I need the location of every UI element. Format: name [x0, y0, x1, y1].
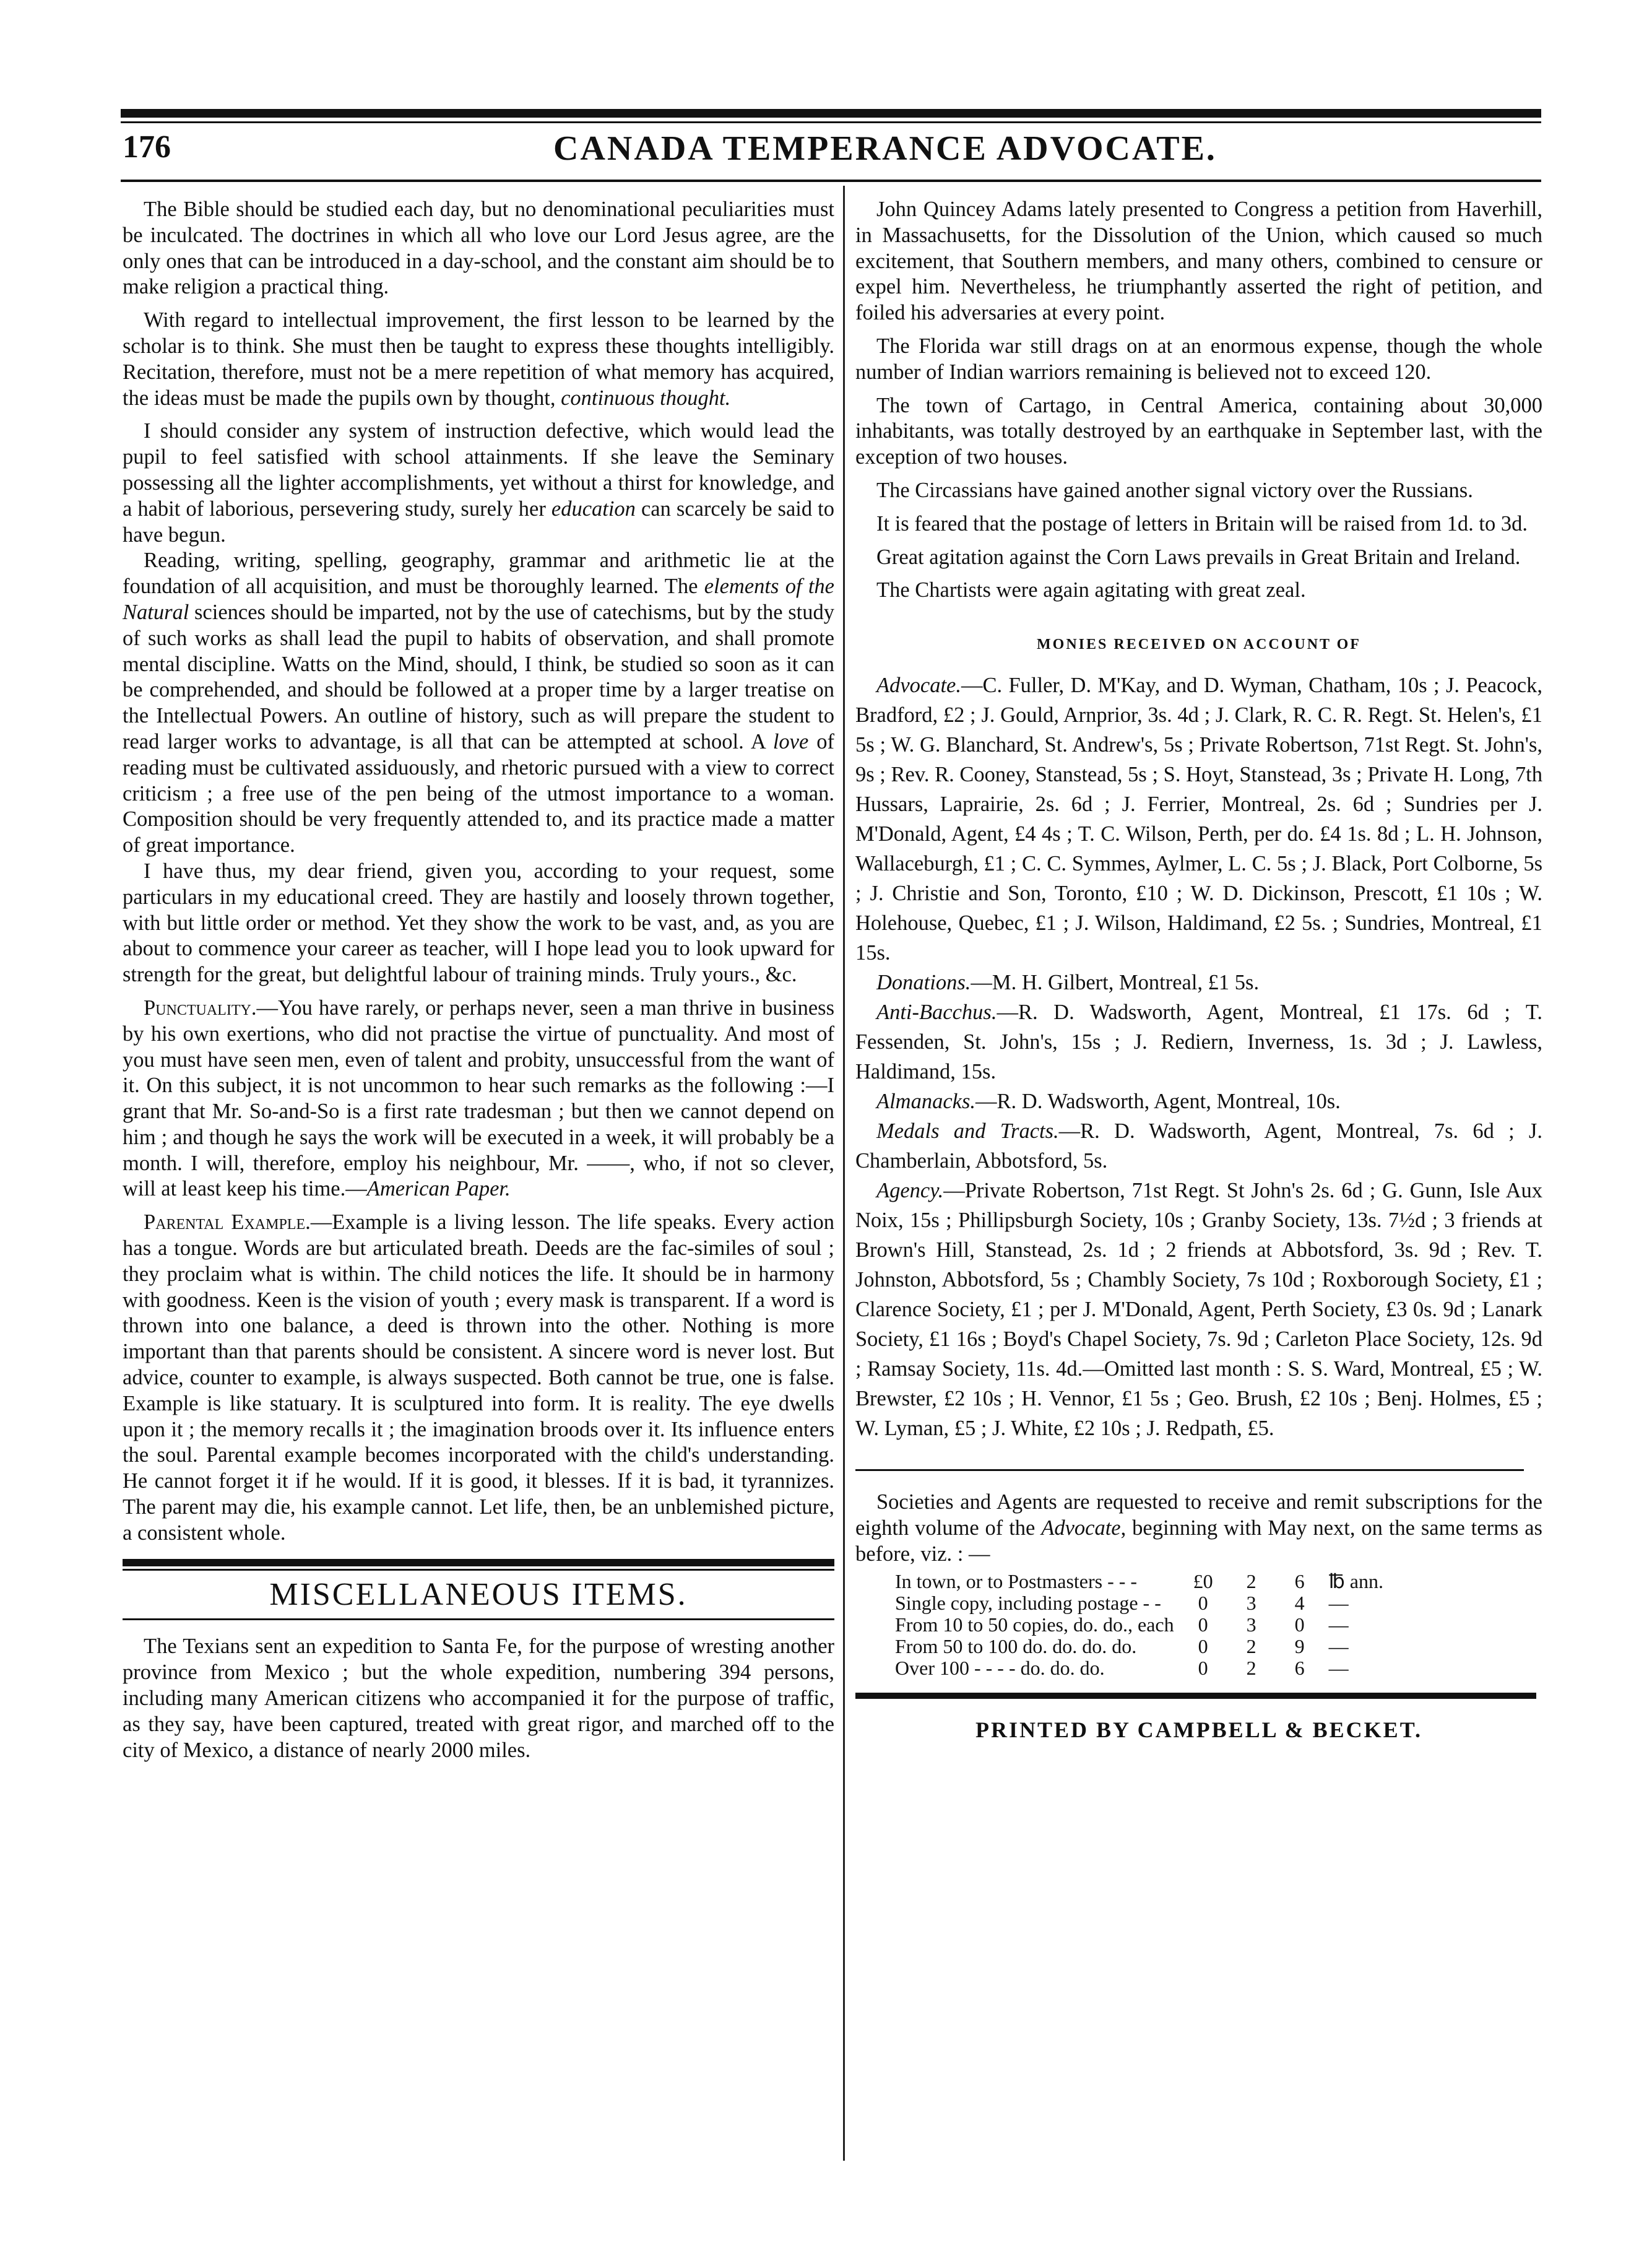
- term-desc: From 10 to 50 copies, do. do., each: [895, 1613, 1174, 1636]
- emphasis: education: [551, 497, 636, 521]
- term-suffix: —: [1328, 1592, 1349, 1615]
- account-text: —M. H. Gilbert, Montreal, £1 5s.: [971, 970, 1260, 994]
- notice-text: Societies and Agents are requested to receive and remit subscriptions for the eighth volume of the: [855, 1490, 1542, 1540]
- left-column: [123, 197, 834, 1763]
- notice-rule: [855, 1469, 1524, 1471]
- news-item: John Quincey Adams lately presented to Congress a petition from Haverhill, in Massachusetts, for the Dissolution of the Union, which caused so much excitement, that Southern members, and many others, combined to censure or expel him. Nevertheless, he triumphantly asserted the right of petition, and foiled his adversaries at every point.: [855, 197, 1542, 325]
- section-rule-thin: [123, 1618, 834, 1620]
- paragraph-intellectual: [123, 308, 834, 411]
- news-item: Great agitation against the Corn Laws prevails in Great Britain and Ireland.: [876, 545, 1521, 569]
- source-credit: American Paper.: [366, 1177, 511, 1201]
- news-item: The Circassians have gained another signal victory over the Russians.: [876, 478, 1473, 502]
- account-text: —R. D. Wadsworth, Agent, Montreal, 10s.: [975, 1089, 1341, 1113]
- account-text: —R. D. Wadsworth, Agent, Montreal, £1 17s. 6d ; T. Fessenden, St. John's, 15s ; J. Rediern, Inverness, 1s. 3d ; J. Lawless, Haldimand, 15s.: [855, 1000, 1542, 1083]
- header-rule: [121, 180, 1541, 182]
- top-rule: [121, 109, 1541, 118]
- article-lead: Punctuality.: [144, 996, 257, 1020]
- term-pounds: 0: [1198, 1613, 1208, 1636]
- term-shillings: 3: [1246, 1592, 1256, 1615]
- printer-imprint: PRINTED BY CAMPBELL & BECKET.: [975, 1717, 1423, 1743]
- emphasis: elements of the Natural: [123, 575, 834, 624]
- paragraph-text: —You have rarely, or perhaps never, seen a man thrive in business by his own exertions, who did not practise the virtue of punctuality. And most of you must have seen men, even of talent and probity, unsuccessful from the want of it. On this subject, it is not uncommon to hear such remarks as the following :—I grant that Mr. So-and-So is a first rate tradesman ; but then we cannot depend on him ; and though he says the work will be executed in a week, it will probably be a month. I will, therefore, employ his neighbour, Mr. ——, who, if not so clever, will at least keep his time.—: [123, 996, 834, 1201]
- emphasis: love: [772, 729, 809, 753]
- term-pence: 0: [1294, 1613, 1305, 1636]
- monies-heading: MONIES RECEIVED ON ACCOUNT OF: [1037, 636, 1361, 653]
- account-text: —C. Fuller, D. M'Kay, and D. Wyman, Chatham, 10s ; J. Peacock, Bradford, £2 ; J. Gould, Arnprior, 3s. 4d ; J. Clark, R. C. R. Regt. St. Helen's, £1 5s ; W. G. Blanchard, St. Andrew's, 5s ; Private Robertson, 71st Regt. St. John's, 9s ; Rev. R. Cooney, Stanstead, 5s ; S. Hoyt, Stanstead, 3s ; Private H. Long, 7th Hussars, Laprairie, 2s. 6d ; J. Ferrier, Montreal, 2s. 6d ; Sundries per J. M'Donald, Agent, £4 4s ; T. C. Wilson, Perth, per do. £4 1s. 8d ; L. H. Johnson, Wallaceburgh, £1 ; C. C. Symmes, Aylmer, L. C. 5s ; J. Black, Port Colborne, 5s ; J. Christie and Son, Toronto, £10 ; W. D. Dickinson, Prescott, £1 10s ; W. Holehouse, Quebec, £1 ; J. Wilson, Haldimand, £2 5s. ; Sundries, Montreal, £1 15s.: [855, 673, 1543, 965]
- paragraph-text: I should consider any system of instruction defective, which would lead the pupil to feel satisfied with school attainments. If she leave the Seminary possessing all the lighter accomplishments, yet without a thirst for knowledge, and a habit of laborious, persevering study, surely her: [123, 419, 834, 521]
- section-title: MISCELLANEOUS ITEMS.: [269, 1576, 688, 1612]
- account-medals: [855, 1116, 1542, 1176]
- term-desc: In town, or to Postmasters - - -: [895, 1570, 1138, 1593]
- account-label: Medals and Tracts.: [876, 1119, 1059, 1143]
- paragraph-text: sciences should be imparted, not by the use of catechisms, but by the study of such works as shall lead the pupil to habits of observation, and shall promote mental discipline. Watts on the Mind, should, I think, be studied so soon as it can be comprehended, and should be followed at a proper time by a larger treatise on the Intellectual Powers. An outline of history, such as will prepare the student to read larger works to advantage, is all that can be attempted at school. A: [123, 600, 834, 753]
- term-suffix: ℔ ann.: [1328, 1570, 1383, 1593]
- table-row: [890, 1636, 1388, 1657]
- news-item: The town of Cartago, in Central America, containing about 30,000 inhabitants, was totally destroyed by an earthquake in September last, with the exception of two houses.: [855, 393, 1542, 469]
- account-anti-bacchus: [855, 997, 1542, 1087]
- term-pounds: 0: [1198, 1635, 1208, 1658]
- news-item: It is feared that the postage of letters in Britain will be raised from 1d. to 3d.: [876, 511, 1528, 536]
- terms-table: [890, 1571, 1388, 1679]
- term-pence: 6: [1294, 1657, 1305, 1680]
- column-divider: [843, 186, 845, 2161]
- section-rule-heavy: [123, 1559, 834, 1566]
- account-advocate: [855, 670, 1542, 968]
- term-desc: Over 100 - - - - do. do. do.: [895, 1657, 1105, 1680]
- term-shillings: 2: [1246, 1657, 1256, 1680]
- news-item: The Chartists were again agitating with great zeal.: [876, 578, 1306, 602]
- term-pounds: 0: [1198, 1657, 1208, 1680]
- account-agency: [855, 1176, 1542, 1443]
- paragraph-text: With regard to intellectual improvement, the first lesson to be learned by the scholar is to think. She must then be taught to express these thoughts intelligibly. Recitation, therefore, must not be a mere repetition of what memory has acquired, the ideas must be made the pupils own by thought,: [123, 308, 834, 410]
- term-pence: 9: [1294, 1635, 1305, 1658]
- table-row: [890, 1614, 1388, 1636]
- term-shillings: 3: [1246, 1613, 1256, 1636]
- news-item: The Florida war still drags on at an enormous expense, though the whole number of Indian warriors remaining is believed not to exceed 120.: [855, 334, 1542, 384]
- page-number: 176: [123, 129, 171, 165]
- account-label: Almanacks.: [876, 1089, 976, 1113]
- account-text: —Private Robertson, 71st Regt. St John's 2s. 6d ; G. Gunn, Isle Aux Noix, 15s ; Phillipsburgh Society, 10s ; Granby Society, 13s. 7½d ; 3 friends at Brown's Hill, Stanstead, 2s. 1d ; 2 friends at Abbotsford, 3s. 9d ; Rev. T. Johnston, Abbotsford, 5s ; Chambly Society, 7s 10d ; Roxborough Society, £1 ; Clarence Society, £1 ; per J. M'Donald, Agent, Perth Society, £3 0s. 9d ; Lanark Society, £1 16s ; Boyd's Chapel Society, 7s. 9d ; Carleton Place Society, 12s. 9d ; Ramsay Society, 11s. 4d.—Omitted last month : S. S. Ward, Montreal, £5 ; W. Brewster, £2 10s ; H. Vennor, £1 5s ; Geo. Brush, £2 10s ; Benj. Holmes, £5 ; W. Lyman, £5 ; J. White, £2 10s ; J. Redpath, £5.: [855, 1178, 1542, 1440]
- term-desc: Single copy, including postage - -: [895, 1592, 1161, 1615]
- notice-text: , beginning with May next, on the same terms as before, viz. : —: [855, 1516, 1542, 1566]
- article-lead: Parental Example.: [144, 1210, 311, 1235]
- account-donations: [855, 968, 1542, 997]
- term-suffix: —: [1328, 1657, 1349, 1680]
- subscription-notice: [855, 1490, 1542, 1567]
- paragraph-punctuality: [123, 996, 834, 1202]
- term-pence: 6: [1294, 1570, 1305, 1593]
- term-shillings: 2: [1246, 1570, 1256, 1593]
- account-label: Agency.: [876, 1178, 944, 1202]
- term-shillings: 2: [1246, 1635, 1256, 1658]
- table-row: [890, 1592, 1388, 1614]
- account-label: Donations.: [876, 970, 971, 994]
- paragraph-instruction: [123, 419, 834, 548]
- table-row: [890, 1571, 1388, 1592]
- masthead-title: CANADA TEMPERANCE ADVOCATE.: [553, 129, 1217, 168]
- account-text: —R. D. Wadsworth, Agent, Montreal, 7s. 6d ; J. Chamberlain, Abbotsford, 5s.: [855, 1119, 1542, 1173]
- emphasis: continuous thought.: [561, 386, 731, 410]
- paragraph-texians: The Texians sent an expedition to Santa Fe, for the purpose of wresting another province from Mexico ; but the whole expedition, numbering 394 persons, including many American citizens who accompanied it for the purpose of traffic, as they say, have been captured, treated with great rigor, and marched off to the city of Mexico, a distance of nearly 2000 miles.: [123, 1634, 834, 1762]
- paragraph-parental: [123, 1210, 834, 1546]
- paragraph-closing: I have thus, my dear friend, given you, according to your request, some particulars in my educational creed. They are hastily and loosely thrown together, with but little order or method. Yet they show the work to be vast, and, as you are about to commence your career as teacher, will I hope lead you to look upward for strength for the great, but delightful labour of training minds. Truly yours., &c.: [123, 859, 834, 987]
- paragraph-text: Reading, writing, spelling, geography, grammar and arithmetic lie at the foundation of all acquisition, and must be thoroughly learned. The: [123, 549, 834, 599]
- paragraph-text: —Example is a living lesson. The life speaks. Every action has a tongue. Words are but articulated breath. Deeds are the fac-similes of soul ; they proclaim what is within. The child notices the life. It should be in harmony with goodness. Keen is the vision of youth ; every mask is transparent. If a word is thrown into one balance, a deed is thrown into the other. Nothing is more important than that parents should be consistent. A sincere word is never lost. But advice, counter to example, is always suspected. Both cannot be true, one is false. Example is like statuary. It is sculptured into form. It is reality. The eye dwells upon it ; the memory recalls it ; the imagination broods over it. Its influence enters the soul. Parental example becomes incorporated with the child's understanding. He cannot forget it if he would. If it is good, it blesses. If it is bad, it tyrannizes. The parent may die, his example cannot. Let life, then, be an unblemished picture, a consistent whole.: [123, 1210, 834, 1545]
- top-rule-thin: [121, 121, 1541, 123]
- paragraph-text: of reading must be cultivated assiduously, and rhetoric pursued with a view to correct criticism ; a free use of the pen being of the utmost importance to a woman. Composition should be very frequently attended to, and its practice made a matter of great importance.: [123, 729, 834, 857]
- term-suffix: —: [1328, 1635, 1349, 1658]
- term-pounds: £0: [1193, 1570, 1213, 1593]
- term-pence: 4: [1294, 1592, 1305, 1615]
- account-almanacks: [855, 1087, 1542, 1116]
- term-suffix: —: [1328, 1613, 1349, 1636]
- footer-rule: [855, 1693, 1536, 1699]
- table-row: [890, 1657, 1388, 1679]
- term-pounds: 0: [1198, 1592, 1208, 1615]
- section-rule-light: [123, 1569, 834, 1571]
- term-desc: From 50 to 100 do. do. do. do.: [895, 1635, 1137, 1658]
- right-column: [855, 197, 1542, 1743]
- paragraph-reading: [123, 548, 834, 859]
- account-label: Anti-Bacchus.: [876, 1000, 997, 1024]
- emphasis: Advocate: [1041, 1516, 1121, 1540]
- paragraph-text: can scarcely be said to have begun.: [123, 497, 834, 547]
- account-label: Advocate.: [876, 673, 961, 697]
- paragraph-bible: The Bible should be studied each day, but no denominational peculiarities must be inculcated. The doctrines in which all who love our Lord Jesus agree, are the only ones that can be introduced in a day-school, and the constant aim should be to make religion a practical thing.: [123, 197, 834, 299]
